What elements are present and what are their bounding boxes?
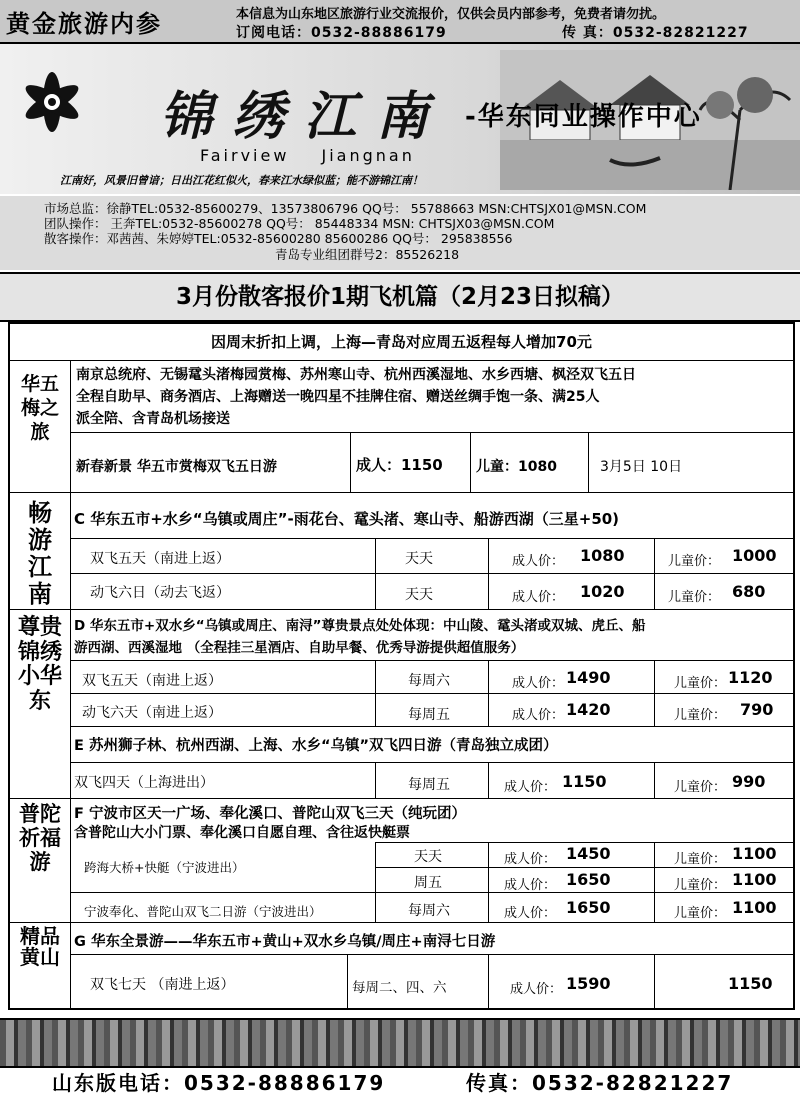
premium-adult-label-1: 成人价： [512,676,565,691]
premium-child-label-1: 儿童价： [674,676,727,691]
putuo-adult-1: 1450 [566,844,611,863]
huangshan-adult: 1590 [566,974,611,993]
premium-route-1: 双飞五天（南进上返） [82,673,222,689]
premium-route-2: 动飞六天（南进上返） [82,705,222,721]
section-label-premium: 尊贵锦绣小华东 [18,615,63,714]
putuo-adult-label-2: 成人价： [504,878,557,893]
price-table [8,322,795,1010]
jiangnan-freq-1: 天天 [405,551,433,567]
plum-desc-3: 派全陪、含青岛机场接送 [76,411,230,427]
top-bar [0,0,800,44]
premium-e-adult-label: 成人价： [504,780,557,795]
premium-e-adult: 1150 [562,772,607,791]
premium-child-2: 790 [740,700,774,719]
jiangnan-child-2: 680 [732,582,766,601]
premium-adult-2: 1420 [566,700,611,719]
jiangnan-child-1: 1000 [732,546,777,565]
fax-text: 传 真：0532-82821227 [562,25,749,41]
brand-subtitle: -华东同业操作中心 [465,102,702,132]
jiangnan-child-label-2: 儿童价： [668,590,721,605]
brand-title: 黄金旅游内参 [6,10,162,38]
footer-phone: 山东版电话：0532-88886179 [52,1071,386,1095]
jiangnan-adult-1: 1080 [580,546,625,565]
jiangnan-route-1: 双飞五天（南进上返） [90,551,230,567]
plum-adult-price: 成人：1150 [356,456,443,474]
premium-adult-1: 1490 [566,668,611,687]
section-label-huangshan: 精品黄山 [20,924,60,969]
premium-freq-1: 每周六 [408,673,450,689]
premium-head-1: D 华东五市+双水乡“乌镇或周庄、南浔”尊贵景点处处体现：中山陵、鼋头渚或双城、虎丘、船 [74,618,646,634]
putuo-adult-label-1: 成人价： [504,852,557,867]
putuo-head-1: F 宁波市区天一广场、奉化溪口、普陀山双飞三天（纯玩团） [74,806,466,822]
huangshan-child: 1150 [728,974,773,993]
jiangnan-child-label-1: 儿童价： [668,554,721,569]
order-phone-text: 订阅电话：0532-88886179 [236,25,447,41]
contact-market: 市场总监：徐静TEL:0532-85600279、13573806796 QQ号： 55788663 MSN:CHTSJX01@MSN.COM [44,201,647,216]
contact-group-number: 青岛专业组团群号2：85526218 [275,247,460,262]
decorative-border [0,1018,800,1068]
member-notice: 本信息为山东地区旅游行业交流报价，仅供会员内部参考，免费者请勿扰。 [236,7,666,22]
jiangnan-route-2: 动飞六日（动去飞返） [90,585,230,601]
premium-e-child: 990 [732,772,766,791]
footer [0,1066,800,1100]
footer-fax: 传真：0532-82821227 [466,1071,734,1095]
putuo-adult-2: 1650 [566,870,611,889]
putuo-child-2: 1100 [732,870,777,889]
plum-date: 3月5日 10日 [600,459,683,475]
plum-child-price: 儿童：1080 [476,459,557,475]
page-title: 3月份散客报价1期飞机篇（2月23日拟稿） [0,272,800,322]
plum-route: 新春新景 华五市赏梅双飞五日游 [76,459,277,475]
flower-logo-icon [14,64,90,140]
section-label-putuo: 普陀祈福游 [19,802,61,874]
putuo-route-2: 宁波奉化、普陀山双飞二日游（宁波进出） [84,904,322,919]
putuo-route-1: 跨海大桥+快艇（宁波进出） [84,860,245,875]
huangshan-adult-label: 成人价： [510,982,563,997]
huangshan-freq: 每周二、四、六 [352,980,447,996]
putuo-freq-1: 天天 [414,849,442,865]
plum-desc-2: 全程自助早、商务酒店、上海赠送一晚四星不挂牌住宿、赠送丝绸手饱一条、满25人 [76,389,600,405]
plum-desc-1: 南京总统府、无锡鼋头渚梅园赏梅、苏州寒山寺、杭州西溪湿地、水乡西塘、枫泾双飞五日 [76,367,636,383]
huangshan-head: G 华东全景游——华东五市+黄山+双水乡乌镇/周庄+南浔七日游 [74,934,496,950]
brand-calligraphy: 锦绣江南 [160,86,449,147]
contact-block [0,196,800,270]
premium-adult-label-2: 成人价： [512,708,565,723]
jiangnan-adult-label-1: 成人价： [512,554,565,569]
order-phone [236,22,749,42]
contact-team: 团队操作： 王奔TEL:0532-85600278 QQ号： 85448334 MSN: CHTSJX03@MSN.COM [44,216,555,231]
section-label-plum: 华五梅之旅 [20,373,59,443]
premium-head-e: E 苏州狮子林、杭州西湖、上海、水乡“乌镇”双飞四日游（青岛独立成团） [74,738,558,754]
jiangnan-adult-2: 1020 [580,582,625,601]
slogan: 江南好，风景旧曾谙；日出江花红似火，春来江水绿似蓝；能不游锦江南！ [60,174,423,187]
putuo-adult-3: 1650 [566,898,611,917]
premium-freq-2: 每周五 [408,707,450,723]
premium-e-freq: 每周五 [408,777,450,793]
premium-e-route: 双飞四天（上海进出） [74,775,214,791]
putuo-child-label-2: 儿童价： [674,878,727,893]
section-label-jiangnan: 畅游江南 [28,499,52,608]
putuo-child-3: 1100 [732,898,777,917]
jiangnan-head: C 华东五市+水乡“乌镇或周庄”-雨花台、鼋头渚、寒山寺、船游西湖（三星+50) [74,510,620,528]
jiangnan-freq-2: 天天 [405,587,433,603]
putuo-freq-2: 周五 [414,875,442,891]
putuo-child-label-3: 儿童价： [674,906,727,921]
premium-e-child-label: 儿童价： [674,780,727,795]
huangshan-route: 双飞七天 （南进上返） [90,977,235,993]
banner [0,44,800,194]
putuo-head-2: 含普陀山大小门票、奉化溪口自愿自理、含往返快艇票 [74,825,410,841]
premium-child-1: 1120 [728,668,773,687]
putuo-freq-3: 每周六 [408,903,450,919]
brand-english: Fairview Jiangnan [200,146,415,165]
putuo-child-1: 1100 [732,844,777,863]
notice-row: 因周末折扣上调，上海—青岛对应周五返程每人增加70元 [211,333,592,351]
jiangnan-adult-label-2: 成人价： [512,590,565,605]
premium-child-label-2: 儿童价： [674,708,727,723]
putuo-adult-label-3: 成人价： [504,906,557,921]
premium-head-2: 游西湖、西溪湿地 （全程挂三星酒店、自助早餐、优秀导游提供超值服务） [74,640,525,656]
putuo-child-label-1: 儿童价： [674,852,727,867]
contact-individual: 散客操作：邓茜茜、朱婷婷TEL:0532-85600280 85600286 QQ号： 295838556 [44,231,513,246]
